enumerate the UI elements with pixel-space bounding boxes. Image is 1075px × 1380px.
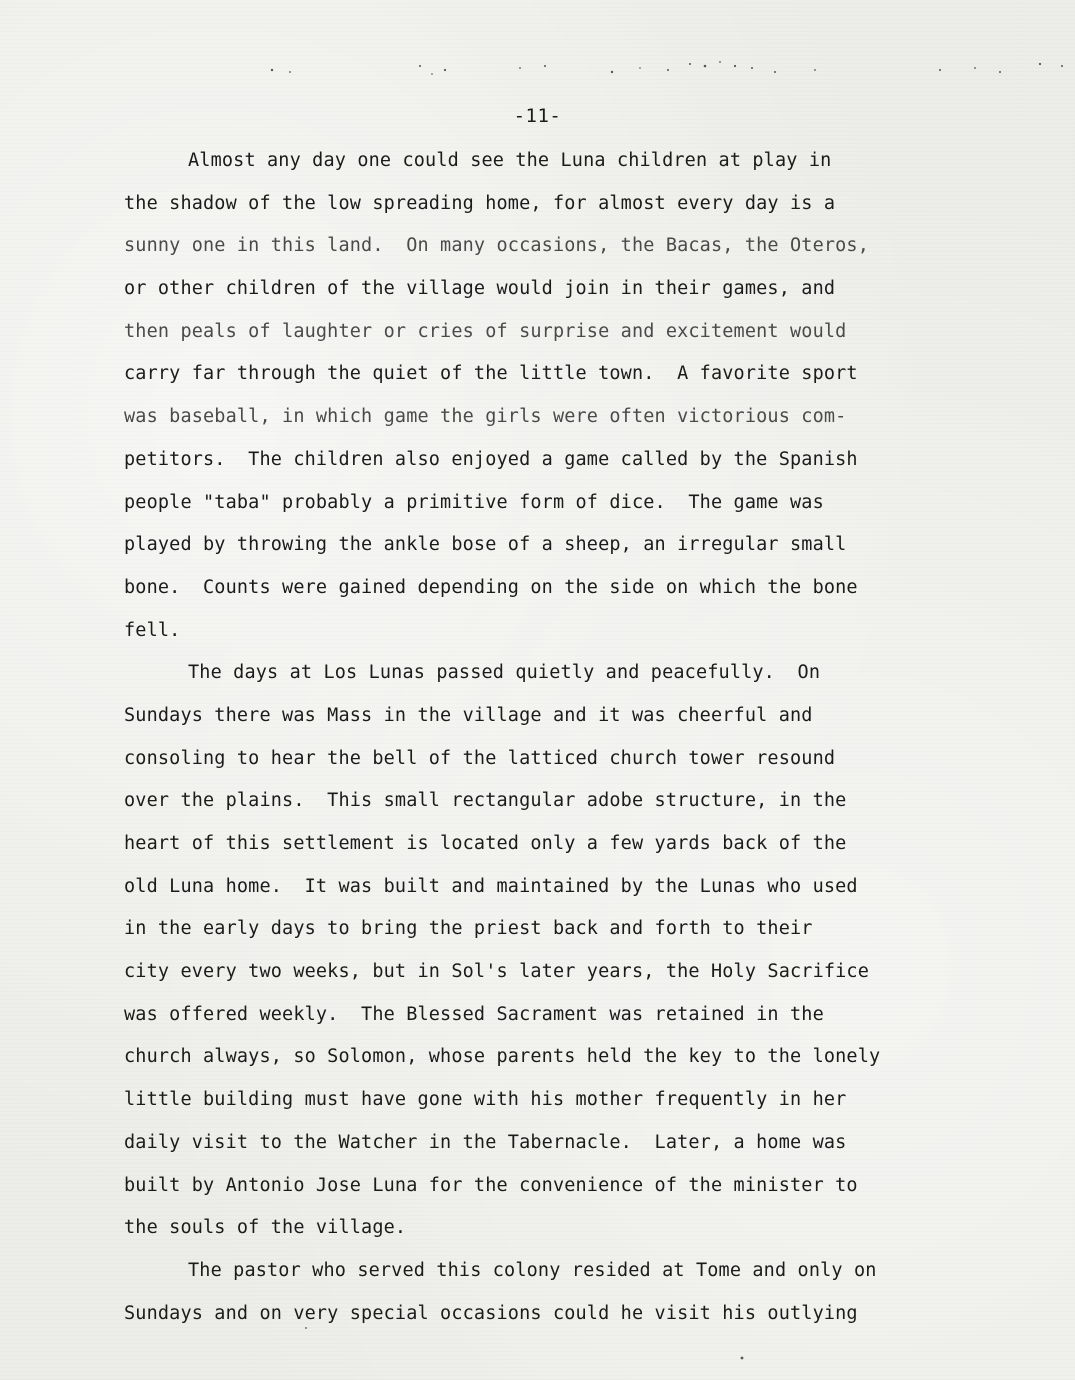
body-text	[124, 140, 1004, 1335]
text-line: people "taba" probably a primitive form of dice. The game was	[124, 491, 824, 513]
text-line: bone. Counts were gained depending on the side on which the bone	[124, 576, 858, 598]
paragraph	[124, 140, 1004, 652]
text-line: petitors. The children also enjoyed a game called by the Spanish	[124, 448, 858, 470]
page-number: -11-	[513, 105, 562, 127]
text-line: fell.	[124, 619, 181, 641]
text-line: built by Antonio Jose Luna for the convenience of the minister to	[124, 1174, 858, 1196]
text-line: Sundays and on very special occasions could he visit his outlying	[124, 1302, 858, 1324]
text-line: sunny one in this land. On many occasions, the Bacas, the Oteros,	[124, 235, 870, 257]
text-line: daily visit to the Watcher in the Tabernacle. Later, a home was	[124, 1131, 847, 1153]
text-line: the shadow of the low spreading home, for almost every day is a	[124, 192, 836, 214]
text-line: church always, so Solomon, whose parents held the key to the lonely	[124, 1046, 881, 1068]
text-line: Almost any day one could see the Luna children at play in	[188, 150, 832, 171]
text-line: consoling to hear the bell of the latticed church tower resound	[124, 747, 836, 769]
text-line: the souls of the village.	[124, 1217, 407, 1239]
paragraph	[124, 1250, 1004, 1335]
text-line: or other children of the village would join in their games, and	[124, 278, 836, 300]
text-line: was baseball, in which game the girls were often victorious com-	[124, 406, 847, 428]
text-line: heart of this settlement is located only a few yards back of the	[124, 833, 847, 854]
text-line: over the plains. This small rectangular adobe structure, in the	[124, 790, 847, 812]
text-line: old Luna home. It was built and maintained by the Lunas who used	[124, 875, 858, 897]
text-line: was offered weekly. The Blessed Sacrament was retained in the	[124, 1003, 824, 1025]
text-line: The days at Los Lunas passed quietly and peacefully. On	[188, 662, 821, 684]
text-line: carry far through the quiet of the little town. A favorite sport	[124, 363, 858, 385]
text-line: then peals of laughter or cries of surprise and excitement would	[124, 320, 847, 342]
text-line: The pastor who served this colony resided at Tome and only on	[188, 1259, 877, 1281]
paragraph	[124, 652, 1004, 1250]
text-line: Sundays there was Mass in the village and it was cheerful and	[124, 704, 813, 726]
text-line: in the early days to bring the priest back and forth to their	[124, 918, 813, 940]
text-line: little building must have gone with his mother frequently in her	[124, 1089, 847, 1111]
text-line: played by throwing the ankle bose of a sheep, an irregular small	[124, 534, 847, 556]
text-line: city every two weeks, but in Sol's later years, the Holy Sacrifice	[124, 961, 870, 983]
